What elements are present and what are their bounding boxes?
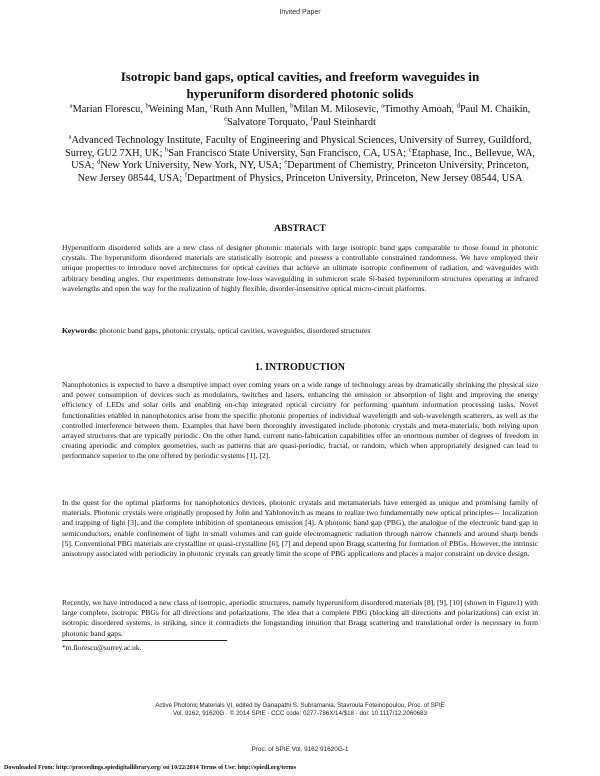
download-note: Downloaded From: http://proceedings.spiedigitallibrary.org/ on 10/22/2014 Terms of Use: http://spiedl.org/terms (4, 765, 297, 771)
author-sup: a (69, 102, 73, 110)
abstract-heading: ABSTRACT (274, 224, 326, 234)
affiliation-sup: d (97, 158, 101, 166)
footnote-divider (62, 640, 227, 641)
author-name: Weining Man (148, 104, 205, 115)
citation-block (0, 702, 600, 717)
keywords-line (62, 326, 538, 336)
author-name: Paul M. Chaikin (459, 104, 528, 115)
author-name: Marian Florescu (72, 104, 141, 115)
author-sup: d (456, 102, 460, 110)
author-sup: b (145, 102, 149, 110)
author-name: Milan M. Milosevic (293, 104, 377, 115)
page-reference: Proc. of SPIE Vol. 9162 91620G-1 (251, 746, 349, 753)
author-name: Salvatore Torquato (227, 116, 306, 128)
author-sup: c (210, 102, 213, 110)
affiliation-sup: b (165, 146, 169, 154)
affiliation: Department of Physics, Princeton University, Princeton, New Jersey 08544, USA (187, 172, 523, 184)
author-sup: b (290, 102, 294, 110)
author-sup: a (381, 102, 385, 110)
intro-paragraph-1: Nanophotonics is expected to have a disruptive impact over coming years on a wide range of technology areas by dramatically shrinking the physical size and power consumption of devices such as modulators, switches and lasers, enhancing the emission or absorption of light and improving the energy efficiency of LEDs and solar cells and enabling on-chip integrated optical circuitry for performing quantum information processing tasks. Novel functionalities enabled in nanophotonics arise from the specific photonic properties of individual wavelength and sub-wavelength scatterers, as well as the controlled interference between them. Examples that have been thoroughly investigated include photonic crystals and meta-materials, both relying upon arrayed structures that are typically periodic. On the other hand, current nano-fabrication capabilities offer an enormous number of degrees of freedom in creating aperiodic and complex geometries, such as patterns that are quasi-periodic, fractal, or random, which when appropriately designed can lead to performance superior to the one offered by periodic systems [1], [2]. (62, 380, 538, 461)
intro-paragraph-3: Recently, we have introduced a new class of isotropic, aperiodic structures, namely hyperuniform disordered materials [8], [9], [10] (shown in Figure1) with large complete, isotropic PBGs for all directions and polarizations. The idea that a complete PBG (blocking all directions and polarizations) can exist in isotropic disordered systems, is striking, since it contradicts the longstanding intuition that Bragg scattering and translational order is necessary to form photonic band gaps. (62, 598, 538, 638)
affiliation: Etaphase, Inc., Bellevue, WA, USA; (71, 147, 535, 171)
citation-line-1: Active Photonic Materials VI, edited by Ganapathi S. Subramania, Stavroula Foteinopoulou, Proc. of SPIE (155, 702, 445, 709)
title-line-2: hyperuniform disordered photonic solids (186, 86, 414, 101)
affiliation: New York University, New York, NY, USA; (100, 160, 282, 171)
author-list: $^a$Marian Florescu, $^b$Weining Man, $^c$Ruth Ann Mullen, $^b$Milan M. Milosevic, $^a$Timothy Amoah, $^d$Paul M. Chaikin, $^e$Salvatore Torquato, $^f$Paul Steinhardt (69, 102, 531, 128)
affiliation-sup: c (408, 146, 412, 154)
author-sup: f (310, 115, 313, 123)
affiliation-sup: a (68, 133, 72, 141)
affiliation: Advanced Technology Institute, Faculty of Engineering and Physical Sciences, University of Surrey, Guildford, Surrey, GU2 7XH, UK; (65, 135, 532, 159)
affiliation: Department of Chemistry, Princeton University, Princeton, New Jersey 08544, USA; (77, 160, 529, 184)
paper-title (60, 68, 540, 102)
keywords-text: photonic band gaps, photonic crystals, optical cavities, waveguides, disordered structures (99, 326, 371, 335)
affiliation-sup: e (284, 158, 288, 166)
intro-paragraph-2: In the quest for the optimal platforms for nanophotonics devices, photonic crystals and metamaterials have emerged as unique and promising family of materials. Photonic crystals were originally proposed by John and Yablonovitch as means to realize two fundamentally new optical principles— localization and trapping of light [3], and the complete inhibition of spontaneous emission [4]. A photonic band gap (PBG), the analogue of the electronic band gap in semiconductors, enable confinement of light in small volumes and can guide electromagnetic radiation through narrow channels and around sharp bends [5]. Conventional PBG materials are crystalline or quasi-crystalline [6], [7] and depend upon Bragg scattering for formation of PBGs. However, the intrinsic anisotropy associated with periodicity in photonic crystals can greatly limit the scope of PBG applications and places a major constraint on device design. (62, 498, 538, 559)
author-name: Timothy Amoah (384, 104, 452, 115)
affiliation: San Francisco State University, San Francisco, CA, USA; (168, 147, 407, 159)
footnote-email: *m.florescu@surrey.ac.uk. (62, 643, 142, 652)
abstract-text: Hyperuniform disordered solids are a new class of designer photonic materials with large isotropic band gaps comparable to those found in photonic crystals. The hyperuniform disordered materials are statistically isotropic and possess a controllable constrained randomness. We have employed their unique properties to introduce novel architectures for optical cavities that achieve an ultimate isotropic confinement of radiation, and waveguides with arbitrary bending angles. Our experiments demonstrate low-loss waveguiding in submicron scale Si-based hyperuniform structures operating at infrared wavelengths and open the way for the realization of highly flexible, disorder-insensitive optical micro-circuit platforms. (62, 243, 538, 293)
author-name: Paul Steinhardt (312, 116, 376, 128)
introduction-heading: 1. INTRODUCTION (254, 362, 345, 373)
author-sup: e (224, 115, 228, 123)
title-line-1: Isotropic band gaps, optical cavities, and freeform waveguides in (120, 69, 480, 84)
author-name: Ruth Ann Mullen (212, 104, 285, 115)
invited-paper-label: Invited Paper (279, 9, 321, 16)
affiliation-sup: f (184, 171, 188, 179)
citation-line-2: Vol. 9162, 91620G · © 2014 SPIE · CCC code: 0277-786X/14/$18 · doi: 10.1117/12.2060683 (172, 709, 428, 717)
keywords-label: Keywords: (62, 326, 98, 335)
affiliation-list (62, 135, 538, 185)
